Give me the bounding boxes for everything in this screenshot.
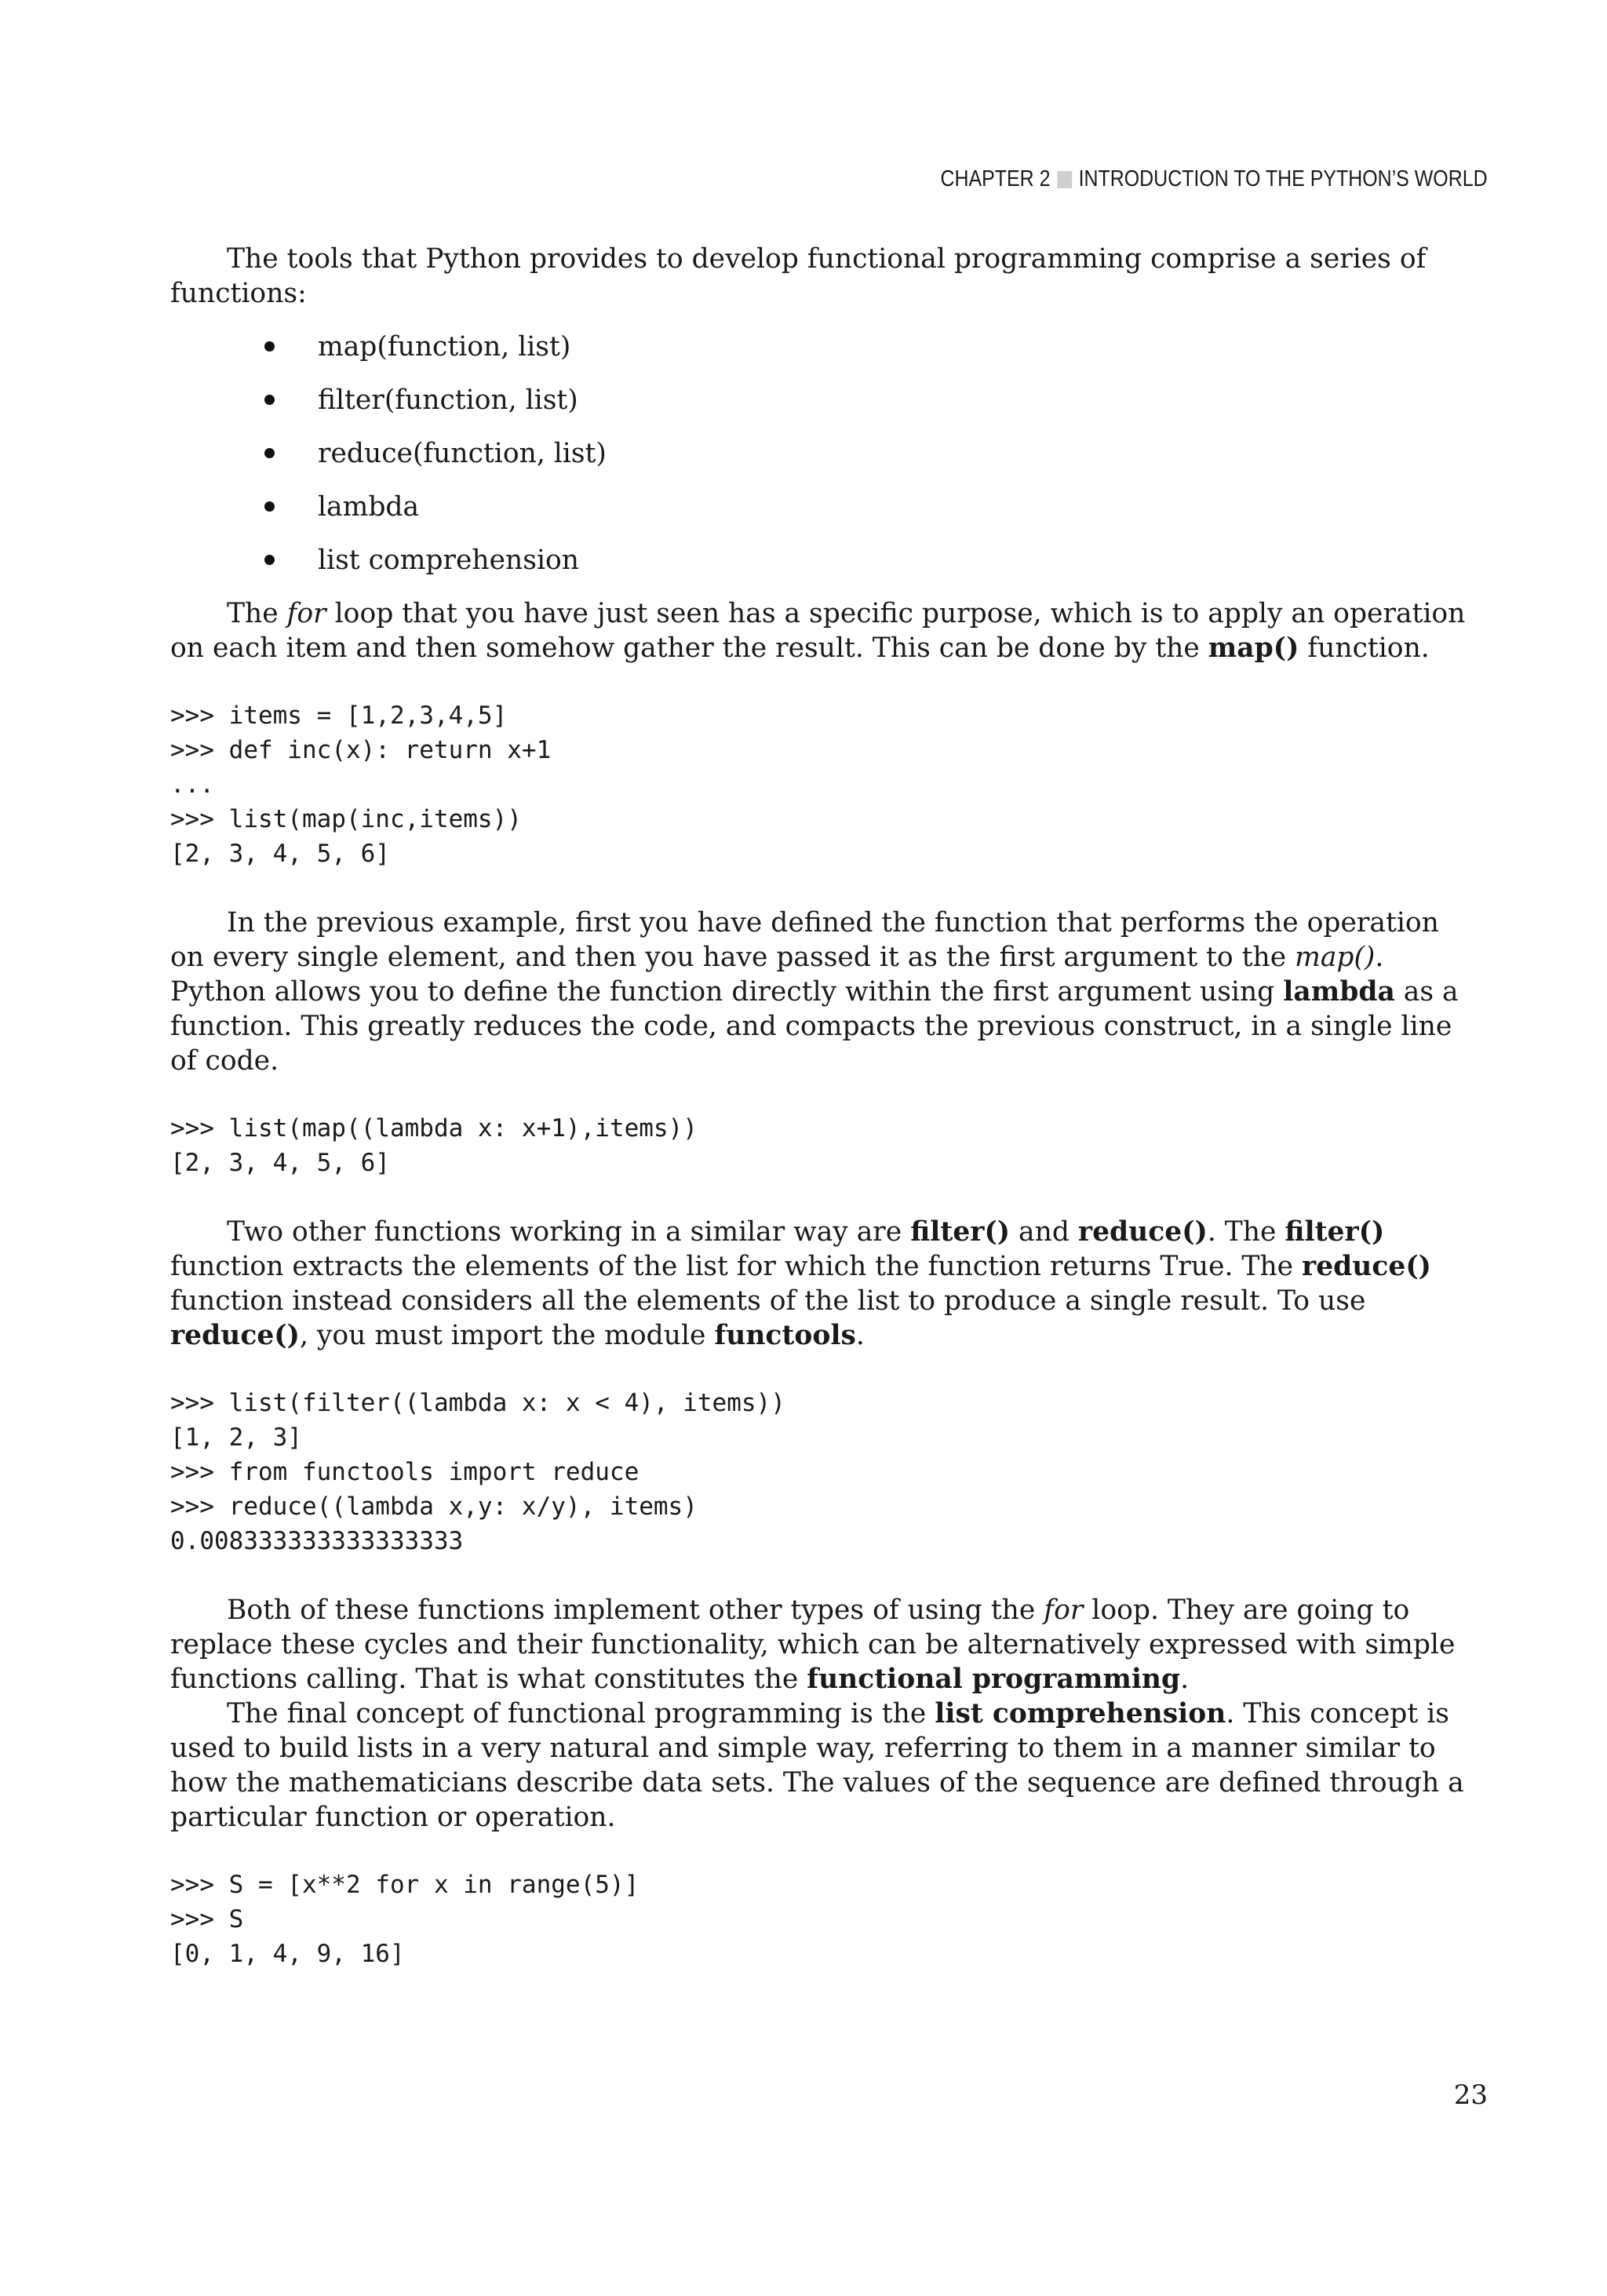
text-run: . The (1207, 1216, 1285, 1248)
code-line: >>> def inc(x): return x+1 (170, 736, 552, 764)
code-line: [0, 1, 4, 9, 16] (170, 1940, 405, 1968)
text-run: as a function. This greatly reduces the code, and compacts the previous construct, in a single line of code. (170, 976, 1459, 1077)
code-line: [1, 2, 3] (170, 1423, 302, 1452)
text-run: , you must import the module (299, 1320, 715, 1351)
for-loop-paragraph (170, 1593, 1473, 1696)
code-line: [2, 3, 4, 5, 6] (170, 1149, 390, 1177)
bold-functional-programming: functional programming (807, 1664, 1181, 1695)
running-header (941, 166, 1488, 192)
bold-map: map() (1208, 632, 1299, 664)
list-item (170, 543, 1473, 578)
chapter-title: INTRODUCTION TO THE PYTHON’S WORLD (1078, 166, 1488, 191)
text-run: The final concept of functional programming is the (227, 1698, 935, 1729)
list-item (170, 330, 1473, 364)
bullet-icon (264, 448, 275, 458)
code-block-map (170, 698, 1473, 871)
bold-list-comprehension: list comprehension (935, 1698, 1226, 1729)
bold-filter: filter() (910, 1216, 1011, 1248)
code-block-filter-reduce (170, 1386, 1473, 1558)
bold-reduce: reduce() (170, 1320, 300, 1351)
bold-reduce: reduce() (1302, 1251, 1431, 1282)
header-separator-square (1057, 171, 1072, 188)
list-item-text: list comprehension (318, 545, 579, 576)
bold-filter: filter() (1285, 1216, 1385, 1248)
code-line: >>> list(map(inc,items)) (170, 805, 522, 833)
emphasis-map: map() (1295, 942, 1376, 973)
bullet-icon (264, 555, 275, 565)
list-item-text: lambda (318, 491, 420, 523)
bullet-icon (264, 341, 275, 352)
list-item-text: reduce(function, list) (318, 438, 607, 469)
chapter-label: CHAPTER 2 (940, 166, 1051, 191)
filter-reduce-paragraph (170, 1215, 1473, 1353)
bold-functools: functools (714, 1320, 856, 1351)
text-run: loop that you have just seen has a specific purpose, which is to apply an operation on each item and then somehow gather the result. This can be done by the (170, 598, 1466, 664)
emphasis-for: for (1044, 1594, 1084, 1626)
text-run: function extracts the elements of the list for which the function returns True. The (170, 1251, 1303, 1282)
list-item (170, 383, 1473, 417)
code-line: >>> reduce((lambda x,y: x/y), items) (170, 1492, 698, 1521)
code-line: >>> list(filter((lambda x: x < 4), items)) (170, 1389, 785, 1417)
text-run: Two other functions working in a similar way are (227, 1216, 911, 1248)
text-run: Both of these functions implement other types of using the (227, 1594, 1044, 1626)
code-block-list-comprehension (170, 1868, 1473, 1971)
code-line: ... (170, 771, 214, 799)
bullet-icon (264, 395, 275, 405)
function-list (170, 330, 1473, 578)
code-line: >>> S = [x**2 for x in range(5)] (170, 1871, 640, 1899)
text-run: In the previous example, first you have defined the function that performs the operation on every single element, and then you have passed it as the first argument to the (170, 907, 1439, 973)
text-run: and (1010, 1216, 1078, 1248)
text-run: . (855, 1320, 865, 1351)
emphasis-for: for (286, 598, 326, 629)
code-block-lambda (170, 1111, 1473, 1180)
list-item-text: filter(function, list) (318, 384, 578, 416)
bullet-icon (264, 501, 275, 512)
code-line: >>> list(map((lambda x: x+1),items)) (170, 1114, 698, 1143)
bold-lambda: lambda (1283, 976, 1395, 1008)
text-run: . (1180, 1664, 1190, 1695)
code-line: >>> from functools import reduce (170, 1458, 640, 1486)
list-item-text: map(function, list) (318, 331, 571, 363)
page-number: 23 (1453, 2079, 1488, 2111)
text-run: function. (1299, 632, 1430, 664)
code-line: [2, 3, 4, 5, 6] (170, 840, 390, 868)
text-run: function instead considers all the elements of the list to produce a single result. To use (170, 1285, 1366, 1317)
map-paragraph (170, 596, 1473, 665)
text-run: loop. They are going to replace these cycles and their functionality, which can be alternatively expressed with simple functions calling. That is what constitutes the (170, 1594, 1456, 1695)
intro-paragraph: The tools that Python provides to develop functional programming comprise a series of functions: (170, 243, 1427, 309)
text-run: The (227, 598, 287, 629)
text-run: . Python allows you to define the function directly within the first argument using (170, 942, 1384, 1008)
list-comprehension-paragraph (170, 1696, 1473, 1835)
code-line: >>> items = [1,2,3,4,5] (170, 702, 508, 730)
code-line: 0.008333333333333333 (170, 1527, 464, 1555)
text-run: . This concept is used to build lists in a very natural and simple way, referring to them in a manner similar to how the mathematicians describe data sets. The values of the sequence are defined through a particular function or operation. (170, 1698, 1464, 1833)
page-body (170, 242, 1473, 2006)
bold-reduce: reduce() (1077, 1216, 1208, 1248)
lambda-paragraph (170, 906, 1473, 1078)
list-item (170, 490, 1473, 524)
code-line: >>> S (170, 1905, 244, 1933)
list-item (170, 436, 1473, 471)
